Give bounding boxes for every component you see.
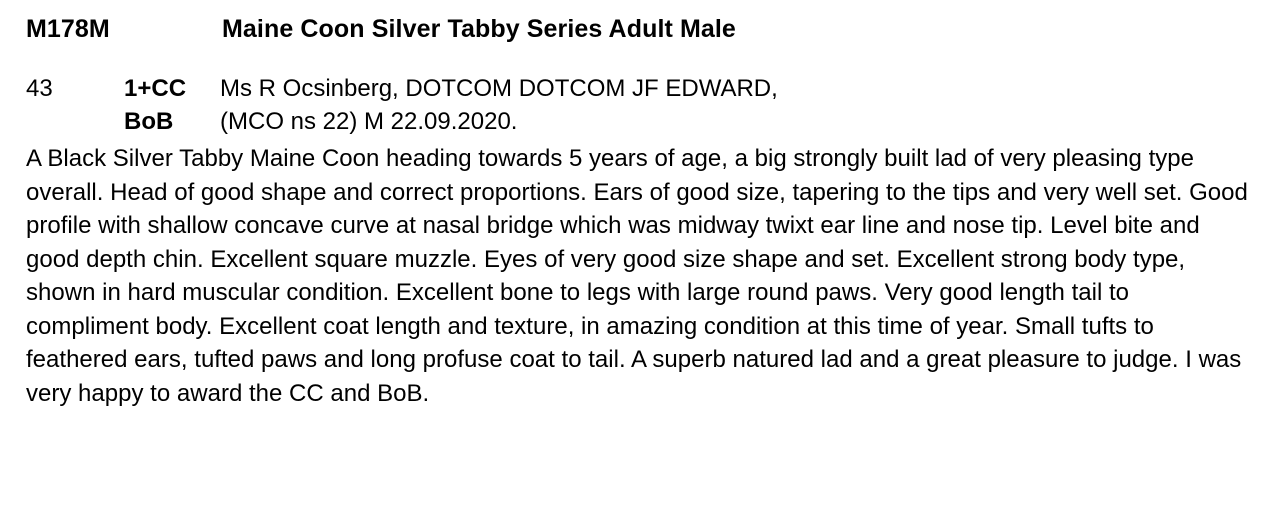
entry-number: 43	[26, 75, 53, 102]
class-title: Maine Coon Silver Tabby Series Adult Male	[222, 15, 736, 43]
entry-line-primary	[26, 72, 1248, 105]
entry-owner-and-cat: Ms R Ocsinberg, DOTCOM DOTCOM JF EDWARD,	[220, 75, 778, 102]
entry-award-cc: 1+CC	[124, 75, 187, 102]
class-header	[26, 14, 1248, 44]
judge-critique-text: A Black Silver Tabby Maine Coon heading towards 5 years of age, a big strongly built lad of very pleasing type overall. Head of good shape and correct proportions. Ears of good size, tapering to the tips and very well set. Good profile with shallow concave curve at nasal bridge which was midway twixt ear line and nose tip. Level bite and good depth chin. Excellent square muzzle. Eyes of very good size shape and set. Excellent strong body type, shown in hard muscular condition. Excellent bone to legs with large round paws. Very good length tail to compliment body. Excellent coat length and texture, in amazing condition at this time of year. Small tufts to feathered ears, tufted paws and long profuse coat to tail. A superb natured lad and a great pleasure to judge. I was very happy to award the CC and BoB.	[26, 145, 1248, 407]
entry-award-bob: BoB	[124, 108, 174, 135]
entry-block	[26, 72, 1248, 138]
entry-breed-code-and-dob: (MCO ns 22) M 22.09.2020.	[220, 108, 518, 135]
class-code: M178M	[26, 15, 110, 43]
entry-line-secondary	[26, 105, 1248, 138]
